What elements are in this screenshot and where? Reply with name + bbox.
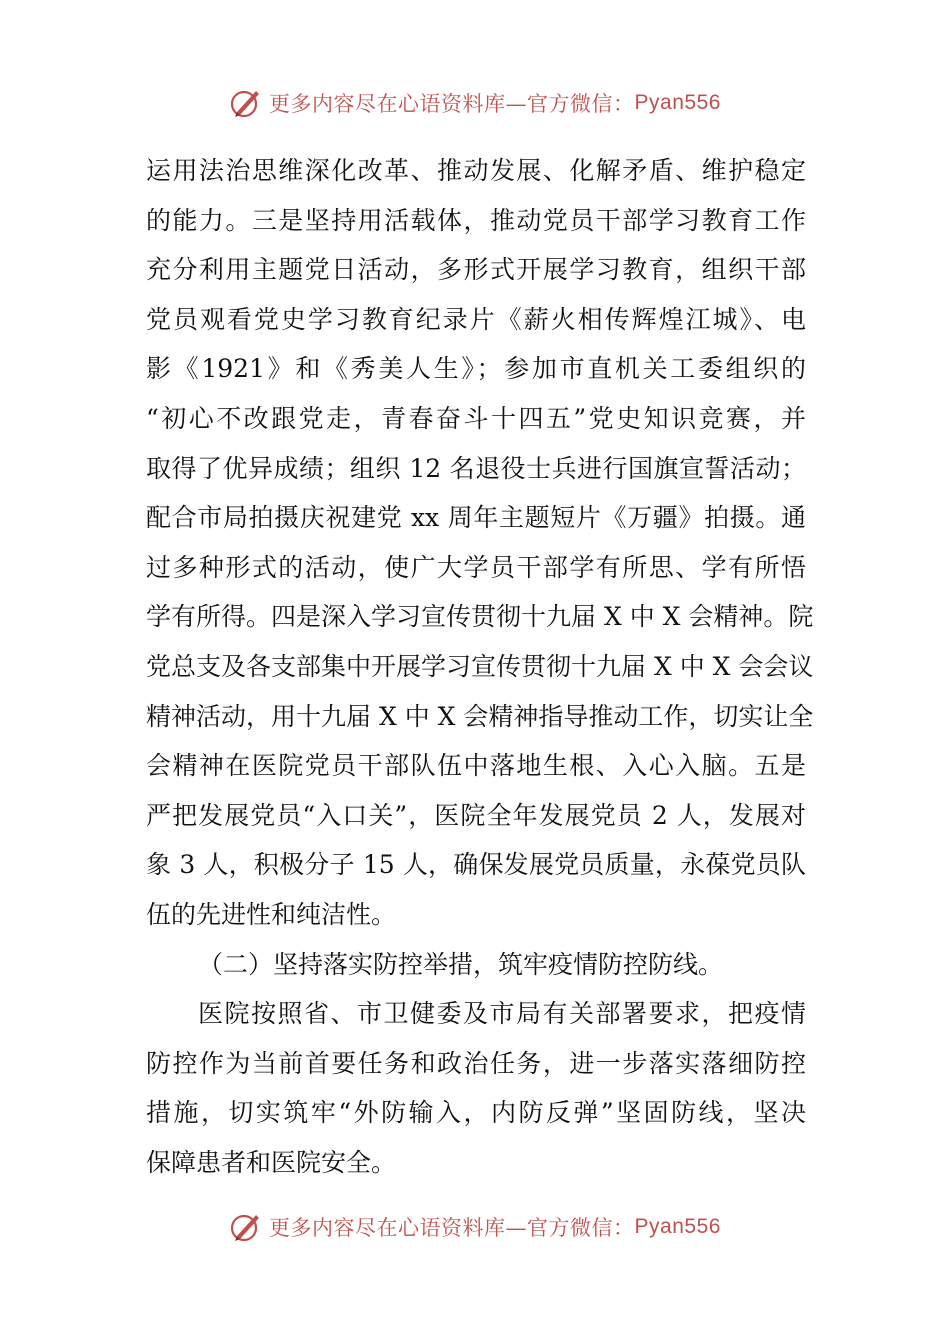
body-line: 党员观看党史学习教育纪录片《薪火相传辉煌江城》、电 xyxy=(146,304,806,334)
section-heading: （二）坚持落实防控举措，筑牢疫情防控防线。 xyxy=(198,949,724,979)
body-line: 措施，切实筑牢“外防输入，内防反弹”坚固防线，坚决 xyxy=(146,1098,806,1128)
header-banner-wechat-id: Pyan556 xyxy=(634,91,721,114)
footer-banner-text: 更多内容尽在心语资料库—官方微信： xyxy=(269,1216,635,1240)
pen-logo-icon xyxy=(229,1210,263,1244)
body-line: 严把发展党员“入口关”，医院全年发展党员 2 人，发展对 xyxy=(146,800,806,830)
body-line: 防控作为当前首要任务和政治任务，进一步落实落细防控 xyxy=(146,1048,806,1078)
body-line: 会精神在医院党员干部队伍中落地生根、入心入脑。五是 xyxy=(146,751,806,781)
body-line: 象 3 人，积极分子 15 人，确保发展党员质量，永葆党员队 xyxy=(146,850,806,880)
body-line: 过多种形式的活动，使广大学员干部学有所思、学有所悟 xyxy=(146,552,806,582)
body-line: 医院按照省、市卫健委及市局有关部署要求，把疫情 xyxy=(198,999,806,1029)
header-banner-text: 更多内容尽在心语资料库—官方微信： xyxy=(269,92,635,116)
document-body xyxy=(146,146,814,1187)
body-line: 配合市局拍摄庆祝建党 xx 周年主题短片《万疆》拍摄。通 xyxy=(146,503,806,533)
body-line: 学有所得。四是深入学习宣传贯彻十九届 X 中 X 会精神。院 xyxy=(146,602,814,632)
footer-banner-wechat-id: Pyan556 xyxy=(634,1215,721,1238)
body-line: 精神活动，用十九届 X 中 X 会精神指导推动工作，切实让全 xyxy=(146,701,814,731)
body-line: 取得了优异成绩；组织 12 名退役士兵进行国旗宣誓活动； xyxy=(146,453,806,483)
body-line: 伍的先进性和纯洁性。 xyxy=(146,899,397,929)
body-line: 充分利用主题党日活动，多形式开展学习教育，组织干部 xyxy=(146,255,806,285)
body-line: 党总支及各支部集中开展学习宣传贯彻十九届 X 中 X 会会议 xyxy=(146,651,814,681)
body-line: 运用法治思维深化改革、推动发展、化解矛盾、维护稳定 xyxy=(146,156,806,185)
body-line: 保障患者和医院安全。 xyxy=(146,1147,397,1177)
body-line: 影《1921》和《秀美人生》；参加市直机关工委组织的 xyxy=(146,354,806,384)
header-banner xyxy=(0,86,950,120)
body-line: 的能力。三是坚持用活载体，推动党员干部学习教育工作 xyxy=(146,205,806,235)
footer-banner xyxy=(0,1210,950,1244)
pen-logo-icon xyxy=(229,86,263,120)
body-line: “初心不改跟党走，青春奋斗十四五”党史知识竞赛，并 xyxy=(146,403,806,433)
